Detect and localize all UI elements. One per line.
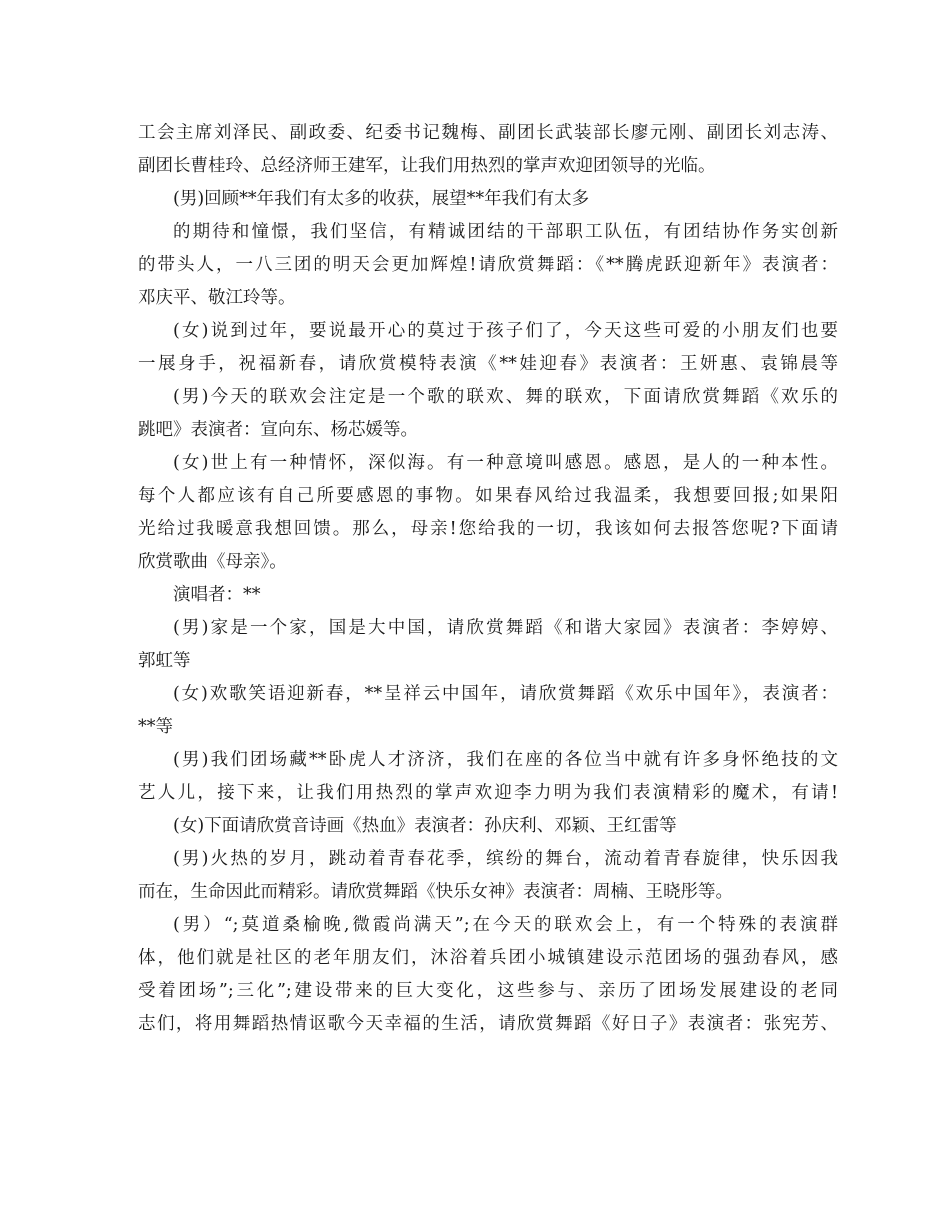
text-line: (男)我们团场藏**卧虎人才济济，我们在座的各位当中就有许多身怀绝技的文 — [173, 750, 838, 770]
text-line: 演唱者：** — [173, 585, 261, 605]
text-line: 一展身手，祝福新春，请欣赏模特表演《**娃迎春》表演者：王妍惠、袁锦晨等 — [138, 354, 838, 374]
text-line: (女)下面请欣赏音诗画《热血》表演者：孙庆利、邓颖、王红雷等 — [173, 816, 677, 836]
text-line: 工会主席刘泽民、副政委、纪委书记魏梅、副团长武装部长廖元刚、副团长刘志涛、 — [138, 123, 838, 143]
document-body — [138, 117, 838, 1041]
text-line: 跳吧》表演者：宣向东、杨芯媛等。 — [138, 420, 418, 440]
text-line: 郭虹等 — [138, 651, 191, 671]
text-line: 的带头人，一八三团的明天会更加辉煌!请欣赏舞蹈：《**腾虎跃迎新年》表演者： — [138, 255, 838, 275]
text-line: 艺人儿，接下来，让我们用热烈的掌声欢迎李力明为我们表演精彩的魔术，有请! — [138, 783, 838, 803]
text-line: 副团长曹桂玲、总经济师王建军，让我们用热烈的掌声欢迎团领导的光临。 — [138, 156, 716, 176]
text-line: 光给过我暖意我想回馈。那么，母亲!您给我的一切，我该如何去报答您呢?下面请 — [138, 519, 838, 539]
text-line: (女)说到过年，要说最开心的莫过于孩子们了，今天这些可爱的小朋友们也要 — [173, 321, 838, 341]
text-line: 每个人都应该有自己所要感恩的事物。如果春风给过我温柔，我想要回报;如果阳 — [138, 486, 838, 506]
text-line: 的期待和憧憬，我们坚信，有精诚团结的干部职工队伍，有团结协作务实创新 — [173, 222, 838, 242]
text-line: (男)今天的联欢会注定是一个歌的联欢、舞的联欢，下面请欣赏舞蹈《欢乐的 — [173, 387, 838, 407]
text-line: 邓庆平、敬江玲等。 — [138, 288, 296, 308]
text-line: (男)回顾**年我们有太多的收获，展望**年我们有太多 — [173, 189, 590, 209]
text-line: (男)火热的岁月，跳动着青春花季，缤纷的舞台，流动着青春旋律，快乐因我 — [173, 849, 838, 869]
text-line: (女)世上有一种情怀，深似海。有一种意境叫感恩。感恩，是人的一种本性。 — [173, 453, 838, 473]
text-line: 志们，将用舞蹈热情讴歌今天幸福的生活，请欣赏舞蹈《好日子》表演者：张宪芳、 — [138, 1014, 838, 1034]
text-line: (男）“;莫道桑榆晚,微霞尚满天”;在今天的联欢会上，有一个特殊的表演群 — [173, 915, 838, 935]
text-line: 而在，生命因此而精彩。请欣赏舞蹈《快乐女神》表演者：周楠、王晓彤等。 — [138, 882, 733, 902]
text-line: **等 — [138, 717, 173, 737]
text-line: (女)欢歌笑语迎新春，**呈祥云中国年，请欣赏舞蹈《欢乐中国年》，表演者： — [173, 684, 838, 704]
text-line: 欣赏歌曲《母亲》。 — [138, 552, 287, 572]
text-line: 体，他们就是社区的老年朋友们，沐浴着兵团小城镇建设示范团场的强劲春风，感 — [138, 948, 838, 968]
text-line: 受着团场”;三化”;建设带来的巨大变化，这些参与、亲历了团场发展建设的老同 — [138, 981, 838, 1001]
text-line: (男)家是一个家，国是大中国，请欣赏舞蹈《和谐大家园》表演者：李婷婷、 — [173, 618, 838, 638]
